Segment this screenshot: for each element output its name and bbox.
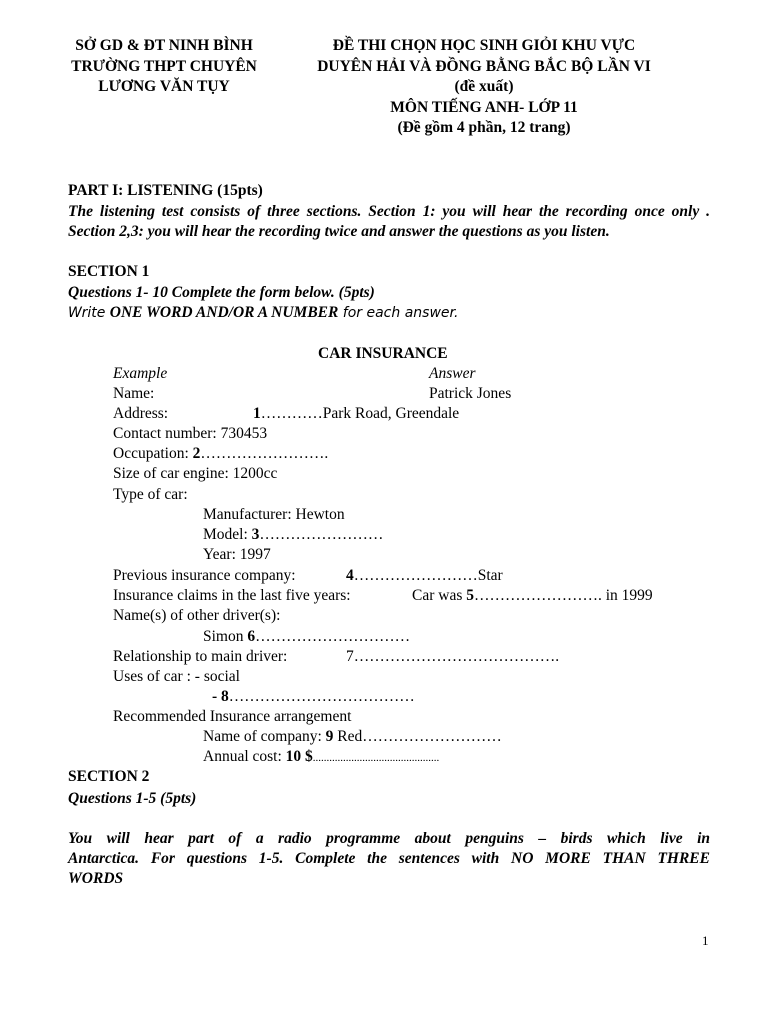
uses-of-car: Uses of car : - social (113, 668, 240, 685)
name-label: Name: (113, 385, 155, 402)
annual-cost: Annual cost: 10 $.............................................. (203, 748, 440, 765)
school-block (48, 36, 280, 98)
address-label: Address: (113, 405, 169, 422)
model: Model: 3…………………… (203, 526, 384, 543)
other-driver-simon: Simon 6………………………… (203, 628, 411, 645)
occupation: Occupation: 2……………………. (113, 445, 329, 462)
type-of-car: Type of car: (113, 486, 188, 503)
section1-questions: Questions 1- 10 Complete the form below. (5pts) (68, 284, 375, 301)
contact-number: Contact number: 730453 (113, 425, 268, 442)
section2-intro-line-2: Antarctica. For questions 1-5. Complete the sentences with NO MORE THAN THREE (68, 850, 710, 867)
name-value: Patrick Jones (429, 385, 512, 402)
address-answer: 1…………Park Road, Greendale (253, 405, 460, 422)
exam-title-2: DUYÊN HẢI VÀ ĐỒNG BẰNG BẮC BỘ LẦN VI (317, 57, 651, 75)
relationship-answer: 7…………………………………. (346, 648, 560, 665)
section2-questions: Questions 1-5 (5pts) (68, 790, 197, 807)
part1-title: PART I: LISTENING (15pts) (68, 182, 263, 199)
relationship-label: Relationship to main driver: (113, 648, 288, 665)
example-label: Example (113, 365, 168, 382)
exam-subject: MÔN TIẾNG ANH- LỚP 11 (390, 98, 578, 116)
section1-instruction: Write ONE WORD AND/OR A NUMBER for each answer. (68, 304, 459, 321)
form-title: CAR INSURANCE (318, 345, 448, 362)
manufacturer: Manufacturer: Hewton (203, 506, 345, 523)
school-dept: SỞ GD & ĐT NINH BÌNH (75, 37, 253, 54)
previous-insurance-label: Previous insurance company: (113, 567, 296, 584)
part1-intro: The listening test consists of three sections. Section 1: you will hear the recording once only . Section 2,3: you will hear the recording twice and answer the questions as you listen. (68, 203, 710, 240)
previous-insurance-answer: 4……………………Star (346, 567, 503, 584)
page-number: 1 (702, 933, 709, 948)
company-name: Name of company: 9 Red……………………… (203, 728, 502, 745)
engine-size: Size of car engine: 1200cc (113, 465, 278, 482)
answer-label: Answer (429, 365, 476, 382)
claims-answer: Car was 5……………………. in 1999 (412, 587, 653, 604)
exam-pages: (Đề gồm 4 phần, 12 trang) (397, 119, 571, 136)
exam-proposal: (đề xuất) (454, 78, 514, 95)
exam-title-block (284, 36, 684, 139)
uses-of-car-8: - 8……………………………… (212, 688, 415, 705)
section2-heading: SECTION 2 (68, 768, 150, 785)
year: Year: 1997 (203, 546, 271, 563)
section2-intro-line-3: WORDS (68, 870, 124, 887)
claims-label: Insurance claims in the last five years: (113, 587, 351, 604)
section1-heading: SECTION 1 (68, 263, 150, 280)
exam-title-1: ĐỀ THI CHỌN HỌC SINH GIỎI KHU VỰC (332, 37, 636, 54)
school-name-2: LƯƠNG VĂN TỤY (98, 78, 230, 95)
other-drivers: Name(s) of other driver(s): (113, 607, 281, 624)
recommended-arrangement: Recommended Insurance arrangement (113, 708, 352, 725)
section2-intro-line-1: You will hear part of a radio programme about penguins – birds which live in (68, 830, 710, 847)
school-name-1: TRƯỜNG THPT CHUYÊN (71, 57, 257, 75)
